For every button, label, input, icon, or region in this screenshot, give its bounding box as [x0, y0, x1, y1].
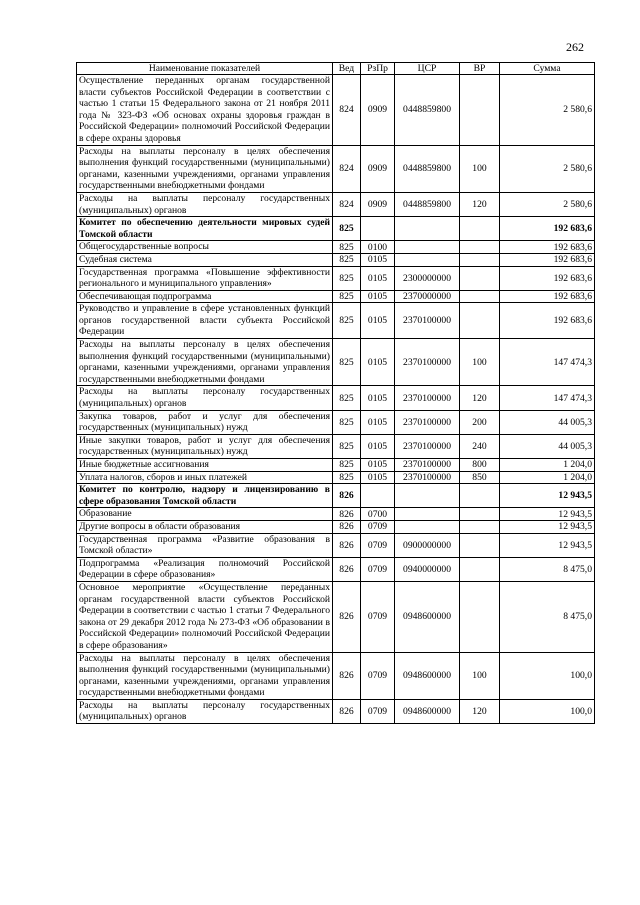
cell-vr [460, 241, 500, 254]
cell-ved: 825 [333, 386, 361, 410]
table-header-row [77, 63, 595, 75]
cell-name: Комитет по контролю, надзору и лицензированию в сфере образования Томской области [77, 484, 333, 508]
header-vr: ВР [460, 63, 500, 75]
cell-ved: 825 [333, 410, 361, 434]
cell-vr [460, 533, 500, 557]
cell-ved: 826 [333, 699, 361, 723]
cell-rzpr: 0105 [361, 459, 395, 472]
cell-ved: 825 [333, 241, 361, 254]
cell-sum: 12 943,5 [500, 508, 595, 521]
cell-vr [460, 520, 500, 533]
cell-sum: 100,0 [500, 699, 595, 723]
table-row [77, 652, 595, 699]
cell-rzpr: 0709 [361, 652, 395, 699]
cell-name: Основное мероприятие «Осуществление переданных органам государственной власти субъектов Российской Федерации в соответствии с частью 1 статьи 7 Федерального закона от 29 декабря 2012 года № 273-ФЗ «Об образовании в Российской Федерации» полномочий Российской Федерации в сфере образования» [77, 581, 333, 652]
cell-rzpr: 0105 [361, 410, 395, 434]
cell-ved: 825 [333, 217, 361, 241]
cell-sum: 2 580,6 [500, 145, 595, 192]
cell-rzpr: 0909 [361, 192, 395, 216]
cell-name: Расходы на выплаты персоналу в целях обеспечения выполнения функций государственными (муниципальными) органами, казенными учреждениями, органами управления государственными внебюджетными фондами [77, 145, 333, 192]
table-row [77, 253, 595, 266]
cell-csr: 0948600000 [395, 699, 460, 723]
cell-ved: 825 [333, 290, 361, 303]
cell-rzpr: 0709 [361, 520, 395, 533]
cell-sum: 147 474,3 [500, 339, 595, 386]
cell-csr: 0448859800 [395, 145, 460, 192]
cell-name: Государственная программа «Повышение эффективности регионального и муниципального управления» [77, 266, 333, 290]
cell-ved: 824 [333, 145, 361, 192]
cell-name: Осуществление переданных органам государственной власти субъектов Российской Федерации в соответствии с частью 1 статьи 15 Федерального закона от 21 ноября 2011 года № 323-ФЗ «Об основах охраны здоровья граждан в Российской Федерации» полномочий Российской Федерации в сфере охраны здоровья [77, 75, 333, 146]
table-row [77, 217, 595, 241]
cell-rzpr: 0105 [361, 386, 395, 410]
cell-name: Обеспечивающая подпрограмма [77, 290, 333, 303]
cell-name: Руководство и управление в сфере установленных функций органов государственной власти субъекта Российской Федерации [77, 303, 333, 339]
cell-csr: 2370100000 [395, 303, 460, 339]
table-row [77, 145, 595, 192]
table-row [77, 533, 595, 557]
cell-sum: 12 943,5 [500, 533, 595, 557]
budget-table [76, 62, 595, 724]
cell-csr [395, 484, 460, 508]
cell-vr: 100 [460, 652, 500, 699]
cell-name: Другие вопросы в области образования [77, 520, 333, 533]
cell-csr: 0948600000 [395, 652, 460, 699]
header-ved: Вед [333, 63, 361, 75]
table-row [77, 434, 595, 458]
cell-rzpr: 0909 [361, 145, 395, 192]
cell-rzpr [361, 484, 395, 508]
cell-csr: 0900000000 [395, 533, 460, 557]
table-row [77, 386, 595, 410]
cell-sum: 192 683,6 [500, 241, 595, 254]
cell-csr: 2370100000 [395, 434, 460, 458]
table-row [77, 410, 595, 434]
cell-csr: 2370100000 [395, 386, 460, 410]
cell-ved: 824 [333, 192, 361, 216]
cell-ved: 825 [333, 303, 361, 339]
cell-name: Образование [77, 508, 333, 521]
table-row [77, 75, 595, 146]
cell-rzpr: 0105 [361, 339, 395, 386]
cell-vr [460, 75, 500, 146]
cell-ved: 826 [333, 652, 361, 699]
cell-csr [395, 217, 460, 241]
cell-sum: 44 005,3 [500, 434, 595, 458]
cell-csr [395, 253, 460, 266]
cell-name: Расходы на выплаты персоналу государственных (муниципальных) органов [77, 192, 333, 216]
cell-rzpr: 0105 [361, 434, 395, 458]
cell-vr [460, 290, 500, 303]
cell-vr: 120 [460, 192, 500, 216]
cell-vr: 100 [460, 339, 500, 386]
cell-ved: 826 [333, 581, 361, 652]
cell-ved: 825 [333, 471, 361, 484]
table-row [77, 241, 595, 254]
cell-ved: 825 [333, 459, 361, 472]
page-number: 262 [566, 40, 584, 54]
cell-name: Общегосударственные вопросы [77, 241, 333, 254]
cell-rzpr: 0909 [361, 75, 395, 146]
cell-sum: 2 580,6 [500, 192, 595, 216]
cell-name: Расходы на выплаты персоналу в целях обеспечения выполнения функций государственными (муниципальными) органами, казенными учреждениями, органами управления государственными внебюджетными фондами [77, 652, 333, 699]
cell-sum: 2 580,6 [500, 75, 595, 146]
table-row [77, 266, 595, 290]
cell-name: Судебная система [77, 253, 333, 266]
table-row [77, 339, 595, 386]
cell-vr: 240 [460, 434, 500, 458]
table-row [77, 459, 595, 472]
cell-vr [460, 508, 500, 521]
cell-name: Подпрограмма «Реализация полномочий Российской Федерации в сфере образования» [77, 557, 333, 581]
cell-sum: 192 683,6 [500, 266, 595, 290]
table-row [77, 471, 595, 484]
cell-ved: 825 [333, 339, 361, 386]
cell-ved: 826 [333, 520, 361, 533]
cell-sum: 192 683,6 [500, 303, 595, 339]
table-row [77, 520, 595, 533]
cell-name: Иные бюджетные ассигнования [77, 459, 333, 472]
cell-sum: 12 943,5 [500, 520, 595, 533]
cell-sum: 8 475,0 [500, 557, 595, 581]
cell-name: Расходы на выплаты персоналу государственных (муниципальных) органов [77, 699, 333, 723]
cell-vr [460, 581, 500, 652]
table-row [77, 557, 595, 581]
cell-vr [460, 266, 500, 290]
cell-name: Иные закупки товаров, работ и услуг для обеспечения государственных (муниципальных) нужд [77, 434, 333, 458]
cell-csr: 2300000000 [395, 266, 460, 290]
cell-name: Расходы на выплаты персоналу в целях обеспечения выполнения функций государственными (муниципальными) органами, казенными учреждениями, органами управления государственными внебюджетными фондами [77, 339, 333, 386]
cell-sum: 44 005,3 [500, 410, 595, 434]
table-body [77, 75, 595, 724]
cell-vr [460, 484, 500, 508]
cell-ved: 826 [333, 484, 361, 508]
cell-vr [460, 217, 500, 241]
cell-csr: 2370100000 [395, 410, 460, 434]
header-rzpr: РзПр [361, 63, 395, 75]
cell-name: Расходы на выплаты персоналу государственных (муниципальных) органов [77, 386, 333, 410]
cell-vr: 800 [460, 459, 500, 472]
cell-rzpr: 0100 [361, 241, 395, 254]
cell-rzpr: 0709 [361, 557, 395, 581]
cell-rzpr: 0709 [361, 699, 395, 723]
cell-csr: 2370100000 [395, 339, 460, 386]
cell-csr: 2370100000 [395, 471, 460, 484]
cell-name: Комитет по обеспечению деятельности мировых судей Томской области [77, 217, 333, 241]
cell-sum: 1 204,0 [500, 459, 595, 472]
cell-vr: 850 [460, 471, 500, 484]
cell-ved: 825 [333, 253, 361, 266]
table-row [77, 290, 595, 303]
cell-csr [395, 508, 460, 521]
cell-rzpr: 0105 [361, 303, 395, 339]
cell-sum: 12 943,5 [500, 484, 595, 508]
cell-vr [460, 253, 500, 266]
table-row [77, 699, 595, 723]
cell-sum: 8 475,0 [500, 581, 595, 652]
cell-rzpr: 0105 [361, 253, 395, 266]
cell-name: Государственная программа «Развитие образования в Томской области» [77, 533, 333, 557]
cell-ved: 825 [333, 434, 361, 458]
cell-csr [395, 520, 460, 533]
cell-rzpr: 0709 [361, 533, 395, 557]
table-row [77, 303, 595, 339]
cell-csr: 2370100000 [395, 459, 460, 472]
cell-sum: 192 683,6 [500, 253, 595, 266]
cell-rzpr [361, 217, 395, 241]
table-row [77, 484, 595, 508]
header-name: Наименование показателей [77, 63, 333, 75]
cell-csr: 0940000000 [395, 557, 460, 581]
cell-ved: 826 [333, 557, 361, 581]
cell-csr: 0448859800 [395, 192, 460, 216]
table-row [77, 192, 595, 216]
cell-vr [460, 303, 500, 339]
cell-rzpr: 0105 [361, 290, 395, 303]
table-row [77, 581, 595, 652]
cell-vr: 120 [460, 386, 500, 410]
cell-vr: 120 [460, 699, 500, 723]
header-sum: Сумма [500, 63, 595, 75]
cell-sum: 100,0 [500, 652, 595, 699]
cell-ved: 826 [333, 508, 361, 521]
header-csr: ЦСР [395, 63, 460, 75]
cell-ved: 826 [333, 533, 361, 557]
cell-vr [460, 557, 500, 581]
cell-rzpr: 0105 [361, 266, 395, 290]
cell-sum: 1 204,0 [500, 471, 595, 484]
cell-ved: 825 [333, 266, 361, 290]
cell-name: Закупка товаров, работ и услуг для обеспечения государственных (муниципальных) нужд [77, 410, 333, 434]
table-row [77, 508, 595, 521]
cell-sum: 147 474,3 [500, 386, 595, 410]
cell-rzpr: 0700 [361, 508, 395, 521]
cell-vr: 100 [460, 145, 500, 192]
cell-csr: 0448859800 [395, 75, 460, 146]
cell-rzpr: 0105 [361, 471, 395, 484]
cell-sum: 192 683,6 [500, 290, 595, 303]
cell-name: Уплата налогов, сборов и иных платежей [77, 471, 333, 484]
cell-sum: 192 683,6 [500, 217, 595, 241]
cell-csr: 0948600000 [395, 581, 460, 652]
cell-csr: 2370000000 [395, 290, 460, 303]
cell-ved: 824 [333, 75, 361, 146]
cell-csr [395, 241, 460, 254]
cell-rzpr: 0709 [361, 581, 395, 652]
cell-vr: 200 [460, 410, 500, 434]
